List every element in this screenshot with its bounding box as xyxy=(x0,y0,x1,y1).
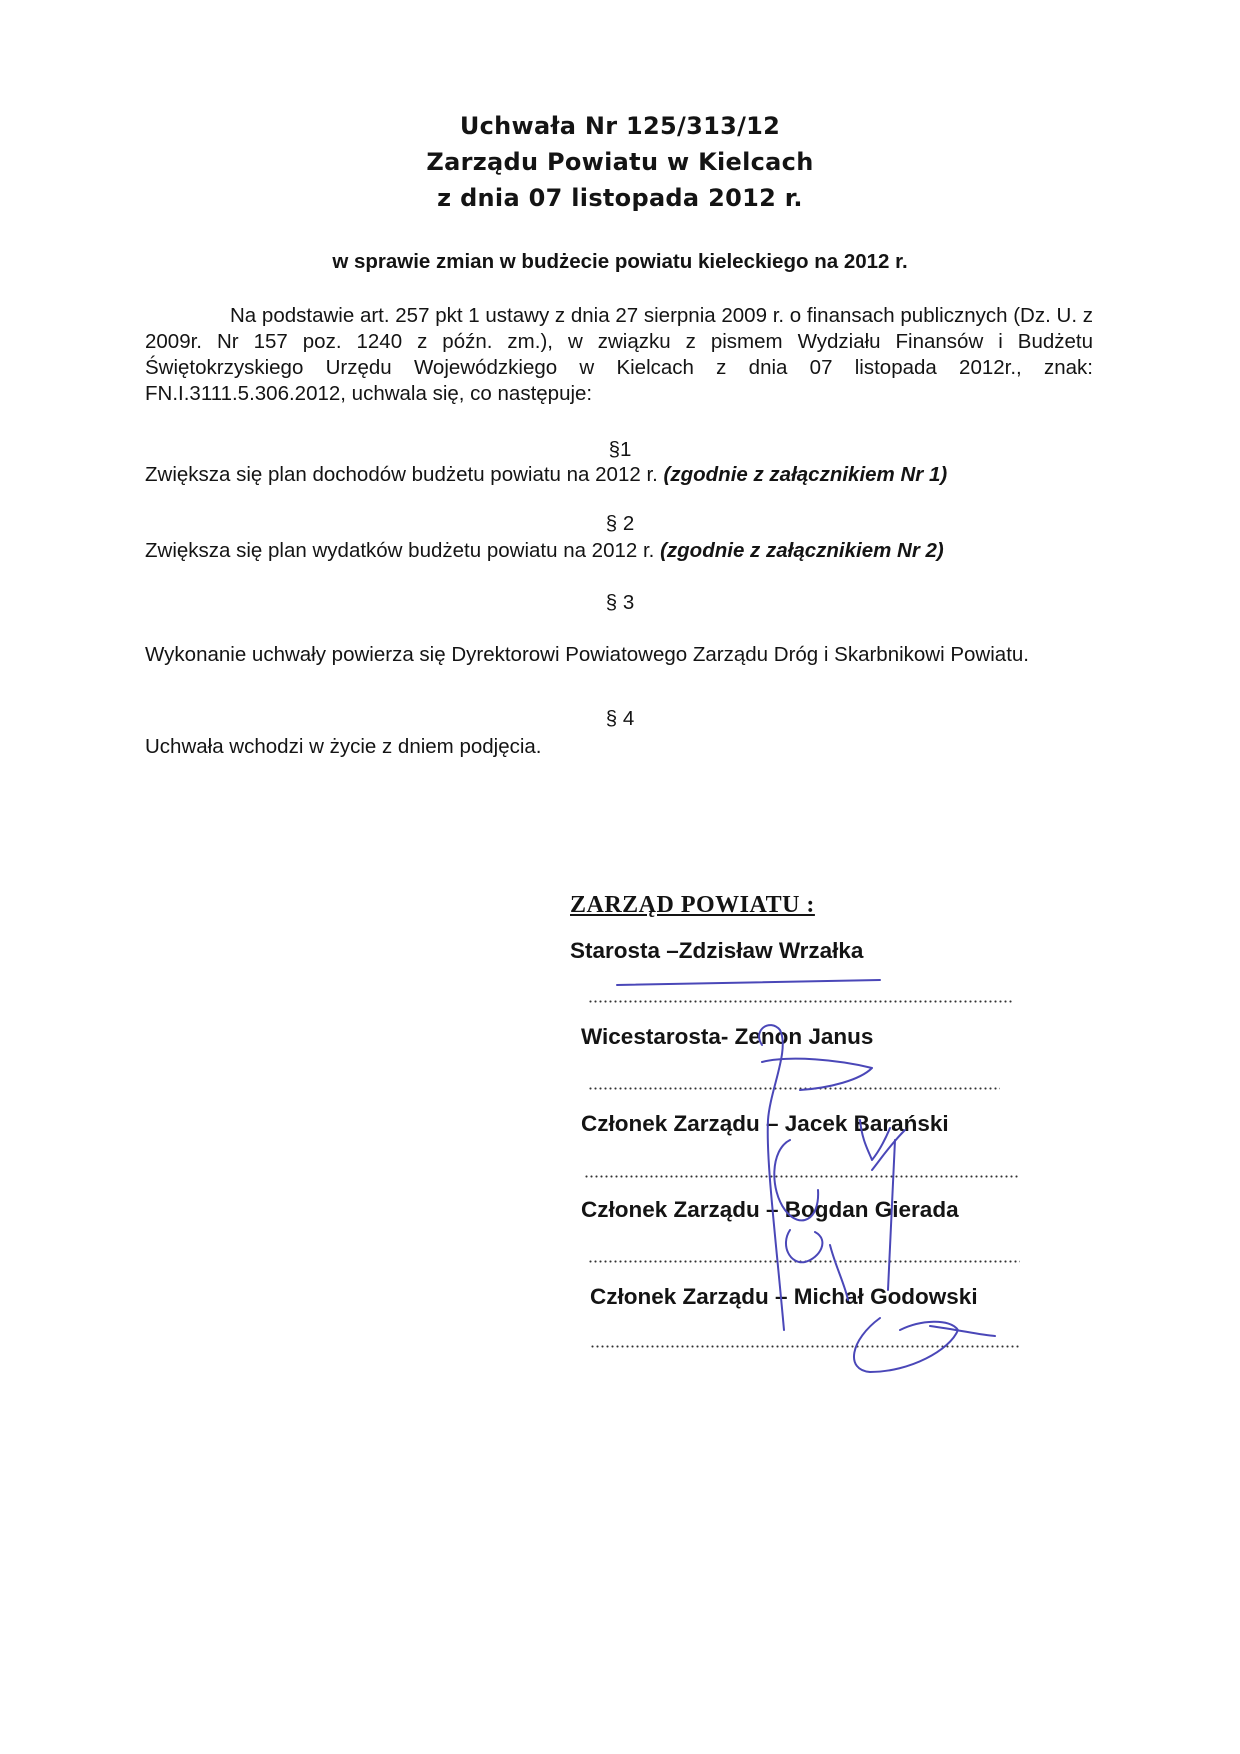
signature-line-4 xyxy=(588,1260,1020,1263)
resolution-number: Uchwała Nr 125/313/12 xyxy=(459,112,781,140)
section-4-mark: § 4 xyxy=(605,707,635,730)
section-3-mark: § 3 xyxy=(605,591,635,614)
issuing-body: Zarządu Powiatu w Kielcach xyxy=(426,148,814,176)
section-1-text: Zwiększa się plan dochodów budżetu powiatu na 2012 r. (zgodnie z załącznikiem Nr 1) xyxy=(145,463,948,486)
member-godowski: Członek Zarządu – Michał Godowski xyxy=(590,1284,978,1309)
member-wicestarosta: Wicestarosta- Zenon Janus xyxy=(581,1024,874,1049)
preamble-text: Na podstawie art. 257 pkt 1 ustawy z dnia 27 sierpnia 2009 r. o finansach publicznych (Dz. U. z 2009r. Nr 157 poz. 1240 z późn. zm.), w związku z pismem Wydziału Finansów i Budżetu Świętokrzyskiego Urzędu Wojewódzkiego w Kielcach z dnia 07 listopada 2012r., znak: FN.I.3111.5.306.2012, uchwala się, co następuje: xyxy=(145,304,1093,405)
section-2-note: (zgodnie z załącznikiem Nr 2) xyxy=(660,539,944,562)
section-1-mark: §1 xyxy=(608,438,632,461)
signature-stroke-starosta xyxy=(617,980,880,985)
preamble-paragraph xyxy=(145,303,1093,407)
signature-line-2 xyxy=(588,1087,1000,1090)
section-4-text: Uchwała wchodzi w życie z dniem podjęcia. xyxy=(145,735,542,758)
member-starosta: Starosta –Zdzisław Wrzałka xyxy=(570,938,864,963)
section-1-note: (zgodnie z załącznikiem Nr 1) xyxy=(663,463,948,486)
section-2-mark: § 2 xyxy=(605,512,635,535)
section-3-text: Wykonanie uchwały powierza się Dyrektorowi Powiatowego Zarządu Dróg i Skarbnikowi Powiatu. xyxy=(145,643,1029,666)
resolution-subject: w sprawie zmian w budżecie powiatu kieleckiego na 2012 r. xyxy=(332,250,908,273)
signature-line-1 xyxy=(588,1000,1013,1003)
member-baranski: Członek Zarządu – Jacek Barański xyxy=(581,1111,949,1136)
section-2-text: Zwiększa się plan wydatków budżetu powiatu na 2012 r. (zgodnie z załącznikiem Nr 2) xyxy=(145,539,944,562)
signature-line-5 xyxy=(590,1345,1020,1348)
signature-line-3 xyxy=(584,1175,1020,1178)
resolution-date: z dnia 07 listopada 2012 r. xyxy=(437,184,803,212)
board-title: ZARZĄD POWIATU : xyxy=(570,892,815,918)
member-gierada: Członek Zarządu – Bogdan Gierada xyxy=(581,1197,959,1222)
